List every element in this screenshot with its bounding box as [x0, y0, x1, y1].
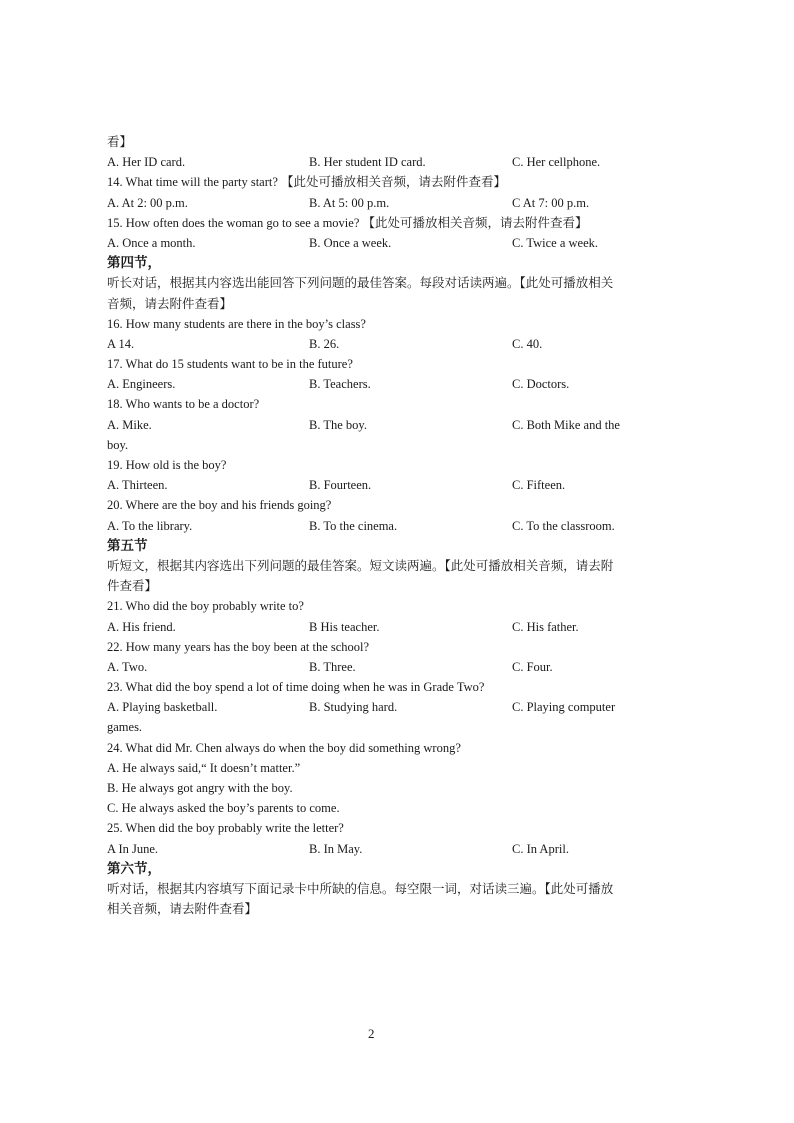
option-c: C. 40. — [512, 336, 543, 351]
text-line: 16. How many students are there in the boy’s class? — [107, 316, 366, 331]
option-c: C. In April. — [512, 841, 569, 856]
section-heading: 第六节， — [107, 860, 161, 876]
option-a: A. Two. — [107, 659, 148, 674]
page-content — [107, 132, 667, 919]
option-a: A. His friend. — [107, 619, 176, 634]
text-line: 20. Where are the boy and his friends going? — [107, 498, 332, 513]
option-c: C. Four. — [512, 659, 553, 674]
text-line: boy. — [107, 437, 129, 452]
option-c: C At 7: 00 p.m. — [512, 195, 590, 210]
answer-options-row — [107, 617, 667, 637]
section-heading: 第四节， — [107, 255, 161, 271]
option-b: B. Studying hard. — [309, 700, 398, 715]
option-b: B. The boy. — [309, 417, 367, 432]
text-line: 听短文，根据其内容选出下列问题的最佳答案。短文读两遍。【此处可播放相关音频，请去附 — [107, 558, 614, 573]
text-line: 15. How often does the woman go to see a movie? 【此处可播放相关音频，请去附件查看】 — [107, 215, 588, 230]
answer-options-row — [107, 193, 667, 213]
option-b: B. Three. — [309, 659, 356, 674]
text-line: C. He always asked the boy’s parents to come. — [107, 801, 340, 816]
text-line: 相关音频，请去附件查看】 — [107, 902, 258, 917]
text-line: 件查看】 — [107, 579, 158, 594]
option-b: B His teacher. — [309, 619, 380, 634]
option-b: B. At 5: 00 p.m. — [309, 195, 390, 210]
text-line: 14. What time will the party start? 【此处可播放相关音频，请去附件查看】 — [107, 175, 507, 190]
option-b: B. Once a week. — [309, 235, 392, 250]
option-a: A. At 2: 00 p.m. — [107, 195, 188, 210]
page-number: 2 — [368, 1026, 375, 1041]
text-line: 听长对话，根据其内容选出能回答下列问题的最佳答案。每段对话读两遍。【此处可播放相关 — [107, 276, 614, 291]
option-a: A. To the library. — [107, 518, 193, 533]
text-line: 看】 — [107, 135, 133, 149]
option-a: A In June. — [107, 841, 159, 856]
answer-options-row — [107, 475, 667, 495]
text-line: B. He always got angry with the boy. — [107, 781, 293, 795]
option-b: B. Fourteen. — [309, 478, 372, 493]
answer-options-row — [107, 152, 667, 172]
option-a: A. Once a month. — [107, 235, 196, 250]
option-a: A. Thirteen. — [107, 478, 168, 493]
text-line: 22. How many years has the boy been at the school? — [107, 639, 370, 654]
option-c: C. His father. — [512, 619, 579, 634]
option-a: A. Her ID card. — [107, 155, 186, 170]
text-line: 听对话，根据其内容填写下面记录卡中所缺的信息。每空限一词，对话读三遍。【此处可播放 — [107, 881, 614, 896]
answer-options-row — [107, 657, 667, 677]
option-c: C. Her cellphone. — [512, 155, 601, 170]
option-a: A 14. — [107, 336, 135, 351]
option-a: A. Mike. — [107, 417, 152, 432]
text-line: 18. Who wants to be a doctor? — [107, 397, 260, 412]
option-a: A. Engineers. — [107, 377, 176, 392]
text-line: 17. What do 15 students want to be in the future? — [107, 357, 353, 372]
answer-options-row — [107, 516, 667, 536]
option-b: B. Teachers. — [309, 377, 371, 392]
text-line: 音频，请去附件查看】 — [107, 296, 233, 311]
option-b: B. To the cinema. — [309, 518, 398, 533]
option-b: B. Her student ID card. — [309, 155, 426, 170]
text-line: 21. Who did the boy probably write to? — [107, 599, 304, 614]
text-line: 23. What did the boy spend a lot of time doing when he was in Grade Two? — [107, 680, 485, 695]
option-a: A. Playing basketball. — [107, 700, 218, 715]
answer-options-row — [107, 233, 667, 253]
option-c: C. Fifteen. — [512, 478, 566, 493]
answer-options-row — [107, 415, 667, 435]
option-c: C. Playing computer — [512, 700, 616, 715]
section-heading: 第五节 — [107, 537, 148, 553]
text-line: games. — [107, 720, 143, 735]
answer-options-row — [107, 839, 667, 859]
option-c: C. Twice a week. — [512, 235, 599, 250]
option-c: C. To the classroom. — [512, 518, 615, 533]
text-line: 24. What did Mr. Chen always do when the boy did something wrong? — [107, 740, 461, 755]
text-line: A. He always said,“ It doesn’t matter.” — [107, 760, 301, 775]
option-b: B. In May. — [309, 841, 363, 856]
option-b: B. 26. — [309, 336, 340, 351]
text-line: 25. When did the boy probably write the letter? — [107, 821, 344, 836]
answer-options-row — [107, 334, 667, 354]
answer-options-row — [107, 374, 667, 394]
option-c: C. Both Mike and the — [512, 417, 620, 432]
text-line: 19. How old is the boy? — [107, 458, 227, 472]
option-c: C. Doctors. — [512, 377, 570, 392]
answer-options-row — [107, 697, 667, 717]
